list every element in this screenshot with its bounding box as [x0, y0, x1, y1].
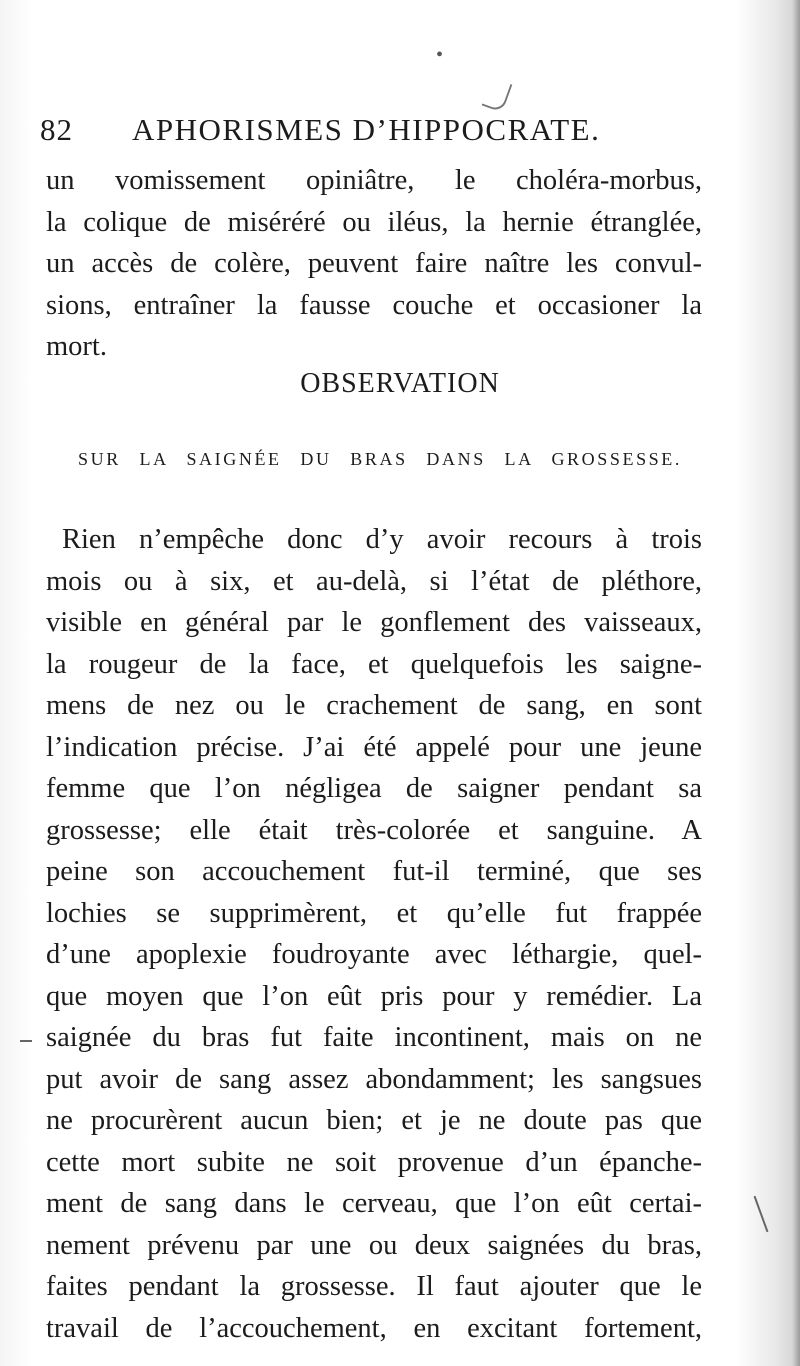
- text-line: saignée du bras fut faite incontinent, mais on ne: [46, 1022, 702, 1053]
- text-line: la colique de miséréré ou iléus, la hernie étranglée,: [46, 206, 702, 238]
- running-title: APHORISMES D’HIPPOCRATE.: [132, 112, 601, 147]
- text-line: mort.: [46, 331, 107, 362]
- text-line: l’indication précise. J’ai été appelé pour une jeune: [46, 731, 702, 763]
- page-number: 82: [40, 112, 73, 147]
- text-line: un vomissement opiniâtre, le choléra-morbus,: [46, 165, 702, 196]
- text-line: Rien n’empêche donc d’y avoir recours à trois: [62, 524, 702, 555]
- text-line: travail de l’accouchement, en excitant fortement,: [46, 1312, 702, 1344]
- text-line: sions, entraîner la fausse couche et occasioner la: [46, 289, 702, 321]
- text-line: grossesse; elle était très-colorée et sanguine. A: [46, 814, 702, 846]
- ink-speck: •: [436, 44, 444, 66]
- margin-tick-mark: [20, 1040, 32, 1042]
- text-line: femme que l’on négligea de saigner pendant sa: [46, 773, 702, 804]
- top-paragraph: [46, 160, 702, 368]
- text-line: mois ou à six, et au-delà, si l’état de pléthore,: [46, 565, 702, 597]
- text-line: lochies se supprimèrent, et qu’elle fut frappée: [46, 897, 702, 929]
- main-paragraph: [46, 519, 702, 1349]
- text-line: nement prévenu par une ou deux saignées du bras,: [46, 1229, 702, 1261]
- text-line: ment de sang dans le cerveau, que l’on eût certai-: [46, 1188, 702, 1219]
- text-line: cette mort subite ne soit provenue d’un épanche-: [46, 1146, 702, 1178]
- page-header: [40, 112, 720, 156]
- text-line: visible en général par le gonflement des vaisseaux,: [46, 607, 702, 638]
- text-line: ne procurèrent aucun bien; et je ne doute pas que: [46, 1105, 702, 1136]
- text-line: la rougeur de la face, et quelquefois les saigne-: [46, 648, 702, 680]
- page-edge-shadow: [792, 0, 800, 1366]
- pencil-mark: [482, 77, 513, 113]
- text-line: d’une apoplexie foudroyante avec léthargie, quel-: [46, 939, 702, 970]
- section-subtitle: SUR LA SAIGNÉE DU BRAS DANS LA GROSSESSE.: [78, 449, 682, 469]
- text-line: mens de nez ou le crachement de sang, en sont: [46, 690, 702, 721]
- text-line: que moyen que l’on eût pris pour y remédier. La: [46, 980, 702, 1012]
- margin-slash-mark: [754, 1196, 769, 1232]
- text-line: faites pendant la grossesse. Il faut ajouter que le: [46, 1271, 702, 1302]
- text-line: peine son accouchement fut-il terminé, que ses: [46, 856, 702, 887]
- text-line: un accès de colère, peuvent faire naître les convul-: [46, 248, 702, 279]
- text-line: put avoir de sang assez abondamment; les sangsues: [46, 1063, 702, 1095]
- section-title: OBSERVATION: [300, 368, 500, 399]
